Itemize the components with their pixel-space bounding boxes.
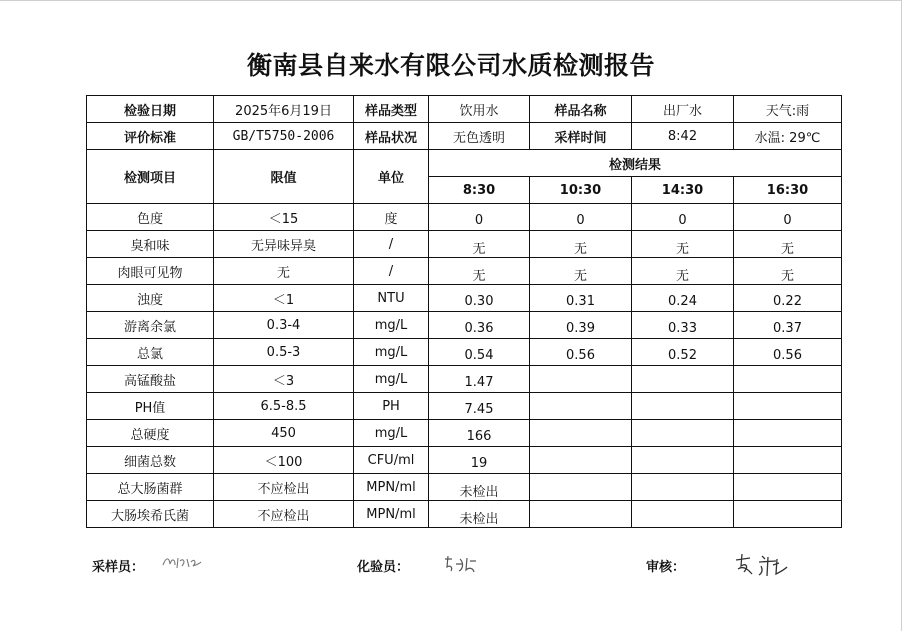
result-cell [429,420,530,447]
result-cell [530,393,632,420]
result-cell [632,312,734,339]
result-cell [530,474,632,501]
result-cell [734,366,842,393]
unit-value: 度 [354,204,429,231]
result-cell [734,285,842,312]
standard-label: 评价标准 [87,123,214,150]
result-cell [734,231,842,258]
result-row-permanganate [87,366,842,393]
result-cell [429,393,530,420]
result-value: 7.45 [464,401,494,417]
result-value: 0.52 [668,347,697,363]
result-row-visible-matter [87,258,842,285]
unit-value: / [354,231,429,258]
limit-value: ＜15 [214,204,354,231]
limit-value: ＜100 [214,447,354,474]
unit-value: NTU [354,285,429,312]
unit-value: mg/L [354,366,429,393]
result-cell [734,447,842,474]
item-name: 肉眼可见物 [87,258,214,285]
result-value: 0 [576,212,585,228]
result-value: 无 [675,241,689,257]
header-time-3: 14:30 [632,177,734,204]
result-value: 0.36 [464,320,494,336]
result-row-ph [87,393,842,420]
result-value: 未检出 [459,484,499,500]
result-cell [429,231,530,258]
sample-type-label: 样品类型 [354,96,429,123]
result-cell [632,393,734,420]
meta-row-2 [87,123,842,150]
result-cell [734,474,842,501]
result-value: 1.47 [464,374,494,390]
item-name: 臭和味 [87,231,214,258]
result-value: 未检出 [459,511,499,527]
result-row-e-coli [87,501,842,528]
result-cell [632,420,734,447]
unit-value: mg/L [354,420,429,447]
result-value: 0.31 [566,293,595,309]
result-cell [530,285,632,312]
result-value: 无 [573,241,587,257]
result-cell [530,366,632,393]
sampler-label: 采样员： [92,560,145,575]
result-cell [429,474,530,501]
result-cell [632,474,734,501]
item-name: 总大肠菌群 [87,474,214,501]
result-row-coliform [87,474,842,501]
result-value: 0.37 [773,320,802,336]
result-value: 0.24 [668,293,697,309]
reviewer-label: 审核： [646,560,686,575]
header-limit: 限值 [214,150,354,204]
result-row-total-chlorine [87,339,842,366]
unit-value: MPN/ml [354,474,429,501]
item-name: 游离余氯 [87,312,214,339]
item-name: 细菌总数 [87,447,214,474]
limit-value: 450 [214,420,354,447]
result-cell [632,447,734,474]
limit-value: 6.5-8.5 [214,393,354,420]
result-row-bacteria [87,447,842,474]
result-value: 0 [474,212,484,228]
result-value: 0.22 [773,293,802,309]
result-row-free-chlorine [87,312,842,339]
sample-name-label: 样品名称 [530,96,632,123]
result-value: 0 [678,212,687,228]
result-cell [530,231,632,258]
result-cell [429,366,530,393]
unit-value: PH [354,393,429,420]
result-cell [429,339,530,366]
item-name: PH值 [87,393,214,420]
result-value: 0 [783,212,792,228]
result-cell [632,258,734,285]
sample-name-value: 出厂水 [632,96,734,123]
sampling-time-label: 采样时间 [530,123,632,150]
unit-value: MPN/ml [354,501,429,528]
unit-value: / [354,258,429,285]
unit-value: mg/L [354,339,429,366]
result-value: 无 [780,241,794,257]
item-name: 色度 [87,204,214,231]
page-top-border [0,0,902,1]
limit-value: ＜3 [214,366,354,393]
item-name: 大肠埃希氏菌 [87,501,214,528]
result-cell [632,366,734,393]
item-name: 浊度 [87,285,214,312]
result-value: 无 [675,268,689,284]
result-cell [734,258,842,285]
reviewer-signature [732,550,792,580]
result-cell [530,258,632,285]
result-cell [429,447,530,474]
date-value: 2025年6月19日 [214,96,354,123]
result-value: 166 [466,428,492,444]
result-cell [734,501,842,528]
result-cell [530,204,632,231]
result-cell [734,204,842,231]
item-name: 总硬度 [87,420,214,447]
sample-state-value: 无色透明 [429,123,530,150]
result-value: 0.30 [464,293,494,309]
item-name: 高锰酸盐 [87,366,214,393]
result-row-hardness [87,420,842,447]
date-label: 检验日期 [87,96,214,123]
result-cell [734,420,842,447]
limit-value: 不应检出 [214,501,354,528]
sampling-time-value: 8:42 [632,123,734,150]
result-cell [530,501,632,528]
unit-value: mg/L [354,312,429,339]
result-cell [429,285,530,312]
result-cell [530,447,632,474]
result-cell [530,312,632,339]
standard-value: GB/T5750-2006 [214,123,354,150]
result-cell [734,312,842,339]
header-item: 检测项目 [87,150,214,204]
meta-row-1 [87,96,842,123]
result-cell [734,339,842,366]
result-value: 0.33 [668,320,697,336]
result-value: 无 [472,241,486,257]
result-row-turbidity [87,285,842,312]
header-time-2: 10:30 [530,177,632,204]
water-temp: 水温: 29℃ [734,123,842,150]
tester-label: 化验员： [357,560,410,575]
result-value: 无 [780,268,794,284]
result-value: 无 [573,268,587,284]
result-cell [429,258,530,285]
result-cell [530,420,632,447]
limit-value: 0.5-3 [214,339,354,366]
header-unit: 单位 [354,150,429,204]
header-results: 检测结果 [429,150,842,177]
item-name: 总氯 [87,339,214,366]
tester-signature [440,553,484,577]
header-time-1: 8:30 [429,177,530,204]
result-cell [632,501,734,528]
result-cell [734,393,842,420]
result-value: 19 [470,455,488,471]
result-cell [632,231,734,258]
result-value: 0.56 [566,347,595,363]
report-table [86,95,842,528]
limit-value: 无 [214,258,354,285]
result-cell [429,501,530,528]
sampler-signature [160,553,204,573]
result-cell [632,285,734,312]
limit-value: 无异味异臭 [214,231,354,258]
result-cell [429,204,530,231]
sample-state-label: 样品状况 [354,123,429,150]
result-value: 0.54 [464,347,494,363]
sample-type-value: 饮用水 [429,96,530,123]
report-title: 衡南县自来水有限公司水质检测报告 [246,51,655,80]
limit-value: 不应检出 [214,474,354,501]
result-value: 0.56 [773,347,802,363]
result-cell [429,312,530,339]
result-value: 0.39 [566,320,595,336]
header-row-1 [87,150,842,177]
result-row-odor [87,231,842,258]
limit-value: ＜1 [214,285,354,312]
result-cell [530,339,632,366]
unit-value: CFU/ml [354,447,429,474]
result-cell [632,339,734,366]
result-value: 无 [472,268,486,284]
result-row-color [87,204,842,231]
limit-value: 0.3-4 [214,312,354,339]
result-cell [632,204,734,231]
header-time-4: 16:30 [734,177,842,204]
weather: 天气:雨 [734,96,842,123]
